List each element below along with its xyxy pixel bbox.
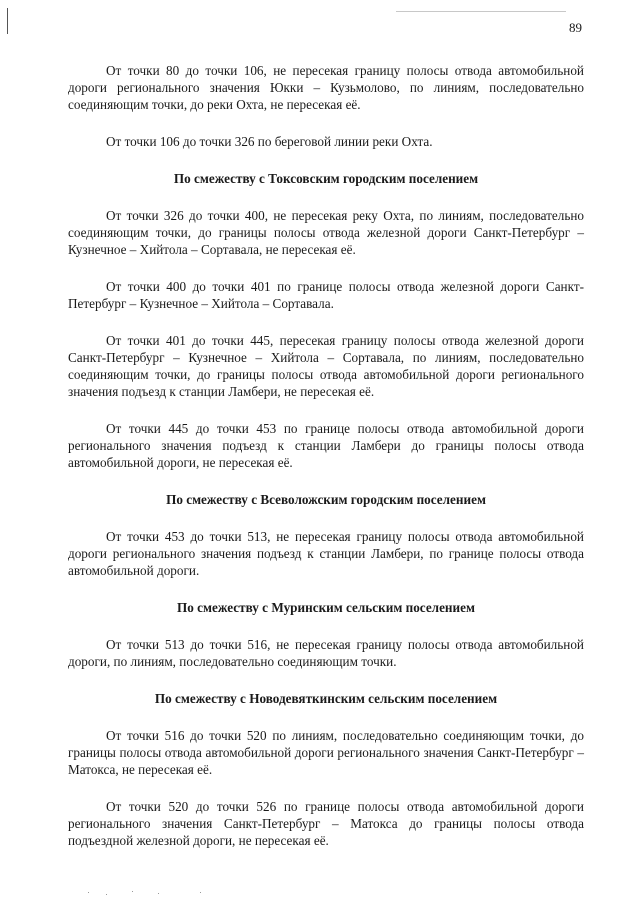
paragraph: От точки 326 до точки 400, не пересекая реку Охта, по линиям, последовательно соединяющим точки, до границы полосы отвода железной дороги Санкт-Петербург – Кузнечное – Хийтола – Сортавала, не пересекая её.	[68, 208, 584, 257]
paragraph: От точки 513 до точки 516, не пересекая границу полосы отвода автомобильной дороги, по линиям, последовательно соединяющим точки.	[68, 637, 584, 669]
paragraph: От точки 400 до точки 401 по границе полосы отвода железной дороги Санкт-Петербург – Кузнечное – Хийтола – Сортавала.	[68, 279, 584, 311]
paragraph: От точки 80 до точки 106, не пересекая границу полосы отвода автомобильной дороги регионального значения Юкки – Кузьмолово, по линиям, последовательно соединяющим точки, до реки Охта, не пересекая её.	[68, 63, 584, 112]
section-heading: По смежеству с Новодевяткинским сельским поселением	[154, 691, 498, 706]
paragraph: От точки 401 до точки 445, пересекая границу полосы отвода железной дороги Санкт-Петербург – Кузнечное – Хийтола – Сортавала, по линиям, последовательно соединяющим точки, до границы полосы отвода автомобильной дороги регионального значения подъезд к станции Ламбери, не пересекая её.	[68, 333, 584, 399]
paragraph: От точки 106 до точки 326 по береговой линии реки Охта.	[106, 134, 433, 149]
scan-edge-mark	[7, 8, 8, 34]
paragraph: От точки 453 до точки 513, не пересекая границу полосы отвода автомобильной дороги регионального значения подъезд к станции Ламбери, по границе полосы отвода автомобильной дороги.	[68, 529, 584, 578]
paragraph: От точки 520 до точки 526 по границе полосы отвода автомобильной дороги регионального значения Санкт-Петербург – Матокса до границы полосы отвода подъездной железной дороги, не пересекая её.	[68, 799, 584, 848]
scan-noise	[88, 890, 288, 896]
paragraph: От точки 445 до точки 453 по границе полосы отвода автомобильной дороги регионального значения подъезд к станции Ламбери до границы полосы отвода автомобильной дороги, не пересекая её.	[68, 421, 584, 470]
section-heading: По смежеству с Всеволожским городским поселением	[166, 492, 486, 507]
paragraph: От точки 516 до точки 520 по линиям, последовательно соединяющим точки, до границы полосы отвода автомобильной дороги регионального значения Санкт-Петербург – Матокса, не пересекая её.	[68, 728, 584, 777]
section-heading: По смежеству с Токсовским городским поселением	[173, 171, 479, 186]
document-body	[68, 62, 584, 869]
section-heading: По смежеству с Муринским сельским поселением	[177, 600, 475, 615]
scan-top-line	[396, 11, 566, 12]
page-number: 89	[569, 20, 582, 35]
